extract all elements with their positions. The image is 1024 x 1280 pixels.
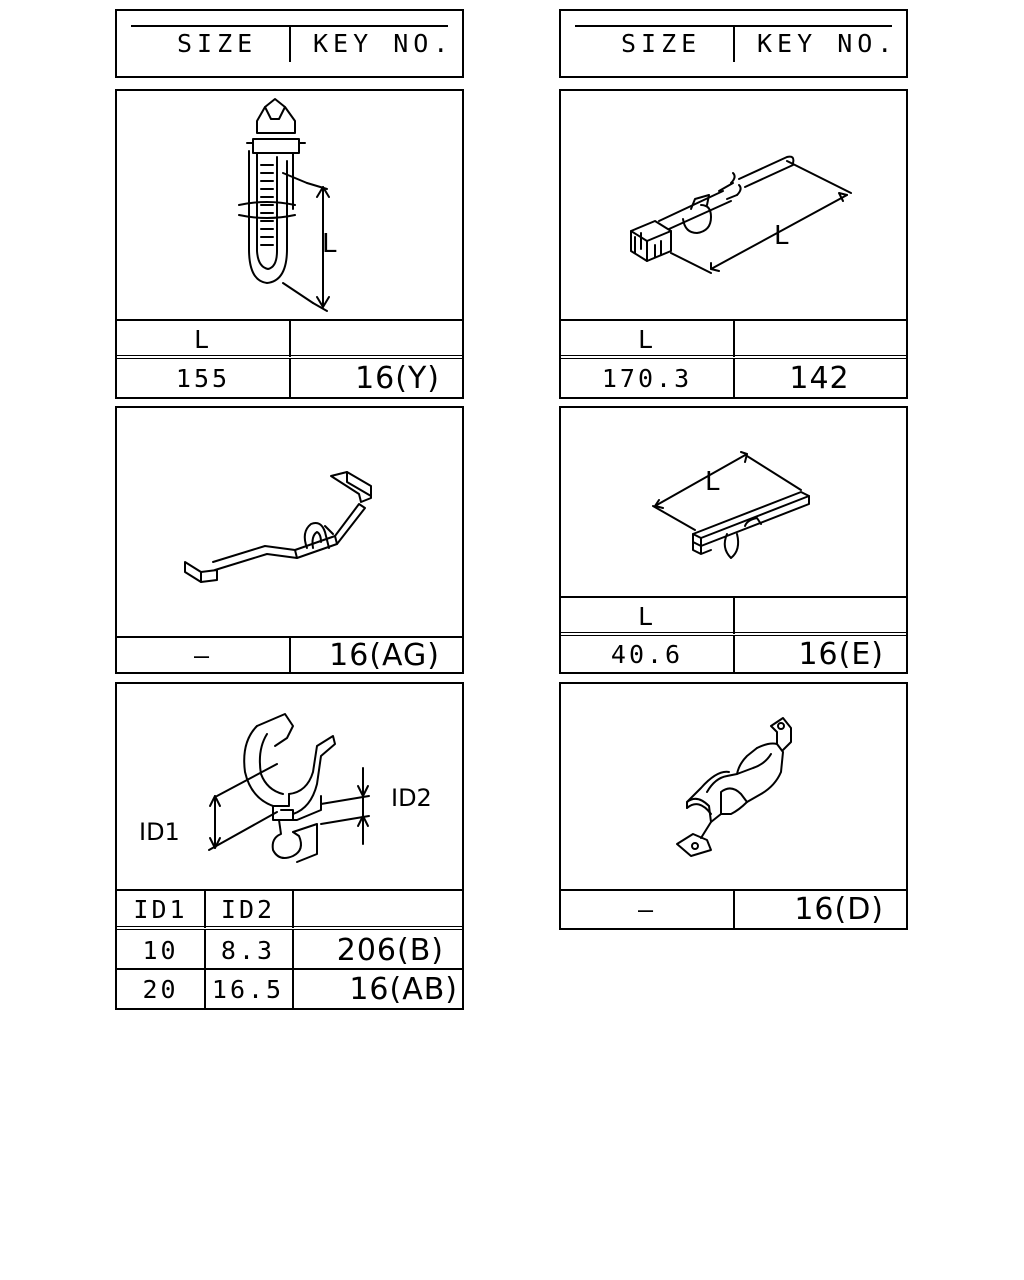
saddle-clamp-illustration	[561, 684, 906, 889]
part-panel-flat-strap-clip	[115, 406, 464, 674]
dimension-label-group	[135, 812, 195, 852]
column-divider	[733, 321, 735, 357]
size-header-row	[561, 596, 906, 634]
id1-value: 20	[142, 974, 179, 1004]
header-divider	[289, 27, 291, 62]
small-strap-clip-illustration	[561, 408, 906, 598]
dimension-label-l: L	[705, 467, 720, 497]
header-divider	[733, 27, 735, 62]
part-panel-saddle-clamp	[559, 682, 908, 930]
size-value: 170.3	[601, 363, 693, 393]
size-header-row	[117, 319, 462, 357]
dimension-label-group	[766, 216, 806, 256]
part-panel-cable-tie-clip	[559, 89, 908, 399]
key-number: 16(AB)	[349, 971, 458, 1007]
size-header-row	[561, 319, 906, 357]
key-number: 142	[789, 360, 850, 396]
id2-column-header: ID2	[220, 895, 276, 924]
dimension-label-l: L	[322, 229, 337, 259]
size-column-header: L	[637, 324, 657, 354]
size-column-header: L	[637, 601, 657, 631]
key-number: 16(D)	[794, 892, 884, 927]
dimension-label-id1: ID1	[139, 818, 180, 846]
part-panel-small-strap-clip	[559, 406, 908, 674]
dimension-label-group	[387, 778, 447, 818]
id1-column-header: ID1	[133, 895, 188, 924]
cable-tie-clip-illustration	[561, 91, 906, 319]
id2-value: 8.3	[220, 935, 276, 965]
dimension-label-group	[699, 460, 739, 500]
size-value: 155	[175, 363, 231, 393]
header-left	[115, 9, 464, 78]
size-value: –	[637, 895, 657, 924]
column-divider	[292, 891, 294, 928]
dimension-label-id2: ID2	[391, 784, 432, 812]
key-number: 16(E)	[798, 636, 884, 672]
id1-value: 10	[142, 935, 179, 965]
size-value-row	[561, 355, 906, 397]
size-header: SIZE	[621, 29, 702, 58]
flat-strap-clip-illustration	[117, 408, 462, 636]
size-value-row	[117, 926, 462, 970]
key-number: 16(AG)	[329, 637, 440, 673]
header-right	[559, 9, 908, 78]
size-value-row	[117, 968, 462, 1008]
size-value: 40.6	[610, 639, 684, 669]
part-panel-pipe-clip	[115, 682, 464, 1010]
size-value-row	[117, 636, 462, 672]
column-divider	[289, 321, 291, 357]
column-divider	[733, 598, 735, 634]
key-number: 16(Y)	[355, 360, 440, 396]
cable-tie-push-mount-illustration	[117, 91, 462, 319]
key-no-header: KEY NO.	[313, 29, 454, 58]
dimension-label-l: L	[774, 221, 789, 251]
size-value: –	[193, 640, 213, 670]
size-value-row	[561, 889, 906, 928]
size-value-row	[117, 355, 462, 397]
key-no-header: KEY NO.	[757, 29, 898, 58]
size-header: SIZE	[177, 29, 258, 58]
size-value-row	[561, 632, 906, 672]
dimension-label-group	[312, 224, 352, 264]
size-column-header: L	[193, 324, 213, 354]
id2-value: 16.5	[211, 974, 285, 1004]
key-number: 206(B)	[336, 932, 444, 968]
part-panel-cable-tie-push-mount	[115, 89, 464, 399]
size-header-row	[117, 889, 462, 928]
